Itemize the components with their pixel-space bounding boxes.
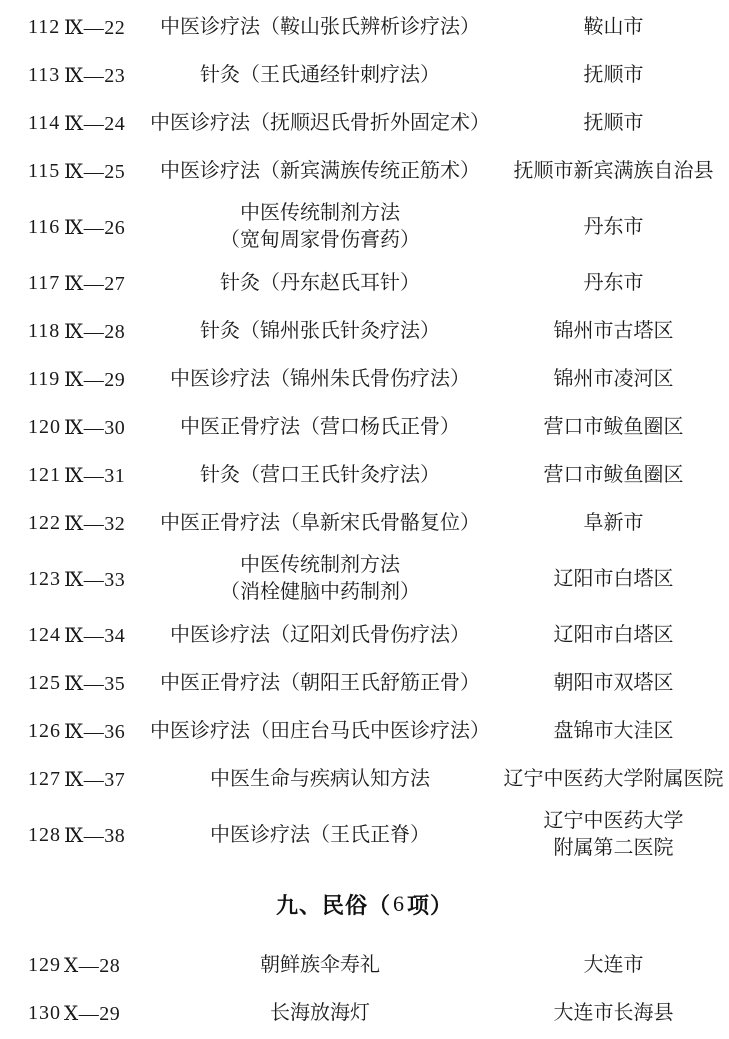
row-serial-number: 124 [28,623,61,646]
row-project-code: Ⅸ—23 [64,64,126,87]
row-project-name [142,62,498,89]
row-project-code: Ⅸ—36 [64,720,126,743]
text-line: （宽甸周家骨伤膏药） [220,229,420,251]
table-row [0,51,729,99]
row-declaring-region [498,462,729,489]
table-row [0,307,729,355]
text-line: 营口市鲅鱼圈区 [543,463,684,486]
text-line: 锦州市凌河区 [553,367,674,390]
text-line: 中医正骨疗法（朝阳王氏舒筋正骨） [160,671,480,694]
text-line: 中医诊疗法（锦州朱氏骨伤疗法） [170,367,470,390]
row-project-name [142,510,498,537]
row-project-name [142,552,498,606]
table-row [0,707,729,755]
row-project-name [142,414,498,441]
table-section [0,867,729,1037]
text-line: 辽阳市白塔区 [553,623,674,646]
table-row [0,611,729,659]
row-serial-number: 123 [28,567,61,590]
row-project-code: Ⅸ—30 [64,416,126,439]
row-serial-number: 116 [28,215,61,238]
text-line: 辽宁中医药大学附属医院 [503,767,724,790]
text-line: 丹东市 [583,271,644,294]
text-line: 长海放海灯 [270,1001,370,1024]
row-serial-number: 117 [28,271,61,294]
section-rows [0,941,729,1037]
text-line: 盘锦市大洼区 [553,719,674,742]
row-project-code: Ⅹ—28 [64,954,121,977]
row-declaring-region [498,366,729,393]
row-serial-number: 118 [28,319,61,342]
row-project-name [142,718,498,745]
row-declaring-region [498,110,729,137]
row-project-name [142,670,498,697]
row-project-name [142,462,498,489]
table-row [0,355,729,403]
table-row [0,499,729,547]
row-declaring-region [498,158,729,185]
text-line: 中医诊疗法（辽阳刘氏骨伤疗法） [170,623,470,646]
text-line: 阜新市 [583,511,644,534]
row-project-name [142,14,498,41]
text-line: （消栓健脑中药制剂） [220,581,420,603]
row-serial-number: 114 [28,111,61,134]
row-serial-number: 129 [28,953,61,976]
text-line: 附属第二医院 [553,837,674,859]
row-project-name [142,822,498,849]
row-declaring-region [498,14,729,41]
row-declaring-region [498,766,729,793]
row-project-code: Ⅸ—29 [64,368,126,391]
row-declaring-region [498,414,729,441]
row-project-code: Ⅸ—25 [64,160,126,183]
row-serial-number: 128 [28,823,61,846]
table-section [0,3,729,867]
table-row [0,755,729,803]
text-line: 中医诊疗法（新宾满族传统正筋术） [160,159,480,182]
row-declaring-region [498,1000,729,1027]
row-project-name [142,318,498,345]
text-line: 中医传统制剂方法 [240,202,400,224]
text-line: 中医正骨疗法（营口杨氏正骨） [180,415,460,438]
row-serial-number: 126 [28,719,61,742]
row-serial-number: 112 [28,15,61,38]
section-title-suffix: 项） [407,892,454,918]
row-serial-number: 119 [28,367,61,390]
table-row [0,3,729,51]
text-line: 抚顺市 [583,63,644,86]
table-row [0,99,729,147]
row-project-name [142,158,498,185]
row-project-name [142,952,498,979]
row-project-name [142,766,498,793]
row-declaring-region [498,62,729,89]
row-declaring-region [498,270,729,297]
text-line: 朝阳市双塔区 [553,671,674,694]
row-declaring-region [498,214,729,241]
text-line: 朝鲜族伞寿礼 [260,953,380,976]
row-project-code: Ⅸ—27 [64,272,126,295]
row-project-code: Ⅸ—34 [64,624,126,647]
row-project-code: Ⅸ—24 [64,112,126,135]
text-line: 鞍山市 [583,15,644,38]
text-line: 抚顺市 [583,111,644,134]
text-line: 大连市 [583,953,644,976]
row-project-code: Ⅸ—37 [64,768,126,791]
table-row [0,547,729,611]
row-project-name [142,1000,498,1027]
text-line: 针灸（丹东赵氏耳针） [220,271,420,294]
text-line: 针灸（锦州张氏针灸疗法） [200,319,440,342]
row-project-name [142,366,498,393]
row-project-name [142,622,498,649]
text-line: 辽宁中医药大学 [543,810,684,832]
row-declaring-region [498,670,729,697]
row-serial-number: 122 [28,511,61,534]
row-project-name [142,110,498,137]
row-project-code: Ⅸ—28 [64,320,126,343]
row-project-code: Ⅸ—32 [64,512,126,535]
text-line: 中医正骨疗法（阜新宋氏骨骼复位） [160,511,480,534]
text-line: 针灸（王氏通经针刺疗法） [200,63,440,86]
row-declaring-region [498,510,729,537]
text-line: 辽阳市白塔区 [553,567,674,590]
table-row [0,803,729,867]
row-serial-number: 125 [28,671,61,694]
row-declaring-region [498,622,729,649]
text-line: 针灸（营口王氏针灸疗法） [200,463,440,486]
row-project-code: Ⅸ—33 [64,568,126,591]
table-row [0,403,729,451]
text-line: 中医诊疗法（田庄台马氏中医诊疗法） [150,719,490,742]
section-rows [0,3,729,867]
row-declaring-region [498,318,729,345]
row-project-code: Ⅹ—29 [64,1002,121,1025]
row-declaring-region [498,808,729,862]
row-declaring-region [498,718,729,745]
text-line: 大连市长海县 [553,1001,674,1024]
row-serial-number: 115 [28,159,61,182]
row-project-code: Ⅸ—26 [64,216,126,239]
row-serial-number: 120 [28,415,61,438]
text-line: 中医诊疗法（鞍山张氏辨析诊疗法） [160,15,480,38]
text-line: 中医传统制剂方法 [240,554,400,576]
text-line: 中医生命与疾病认知方法 [210,767,430,790]
row-project-code: Ⅸ—31 [64,464,126,487]
text-line: 营口市鲅鱼圈区 [543,415,684,438]
text-line: 丹东市 [583,215,644,238]
table-row [0,989,729,1037]
text-line: 锦州市古塔区 [553,319,674,342]
row-serial-number: 113 [28,63,61,86]
table-row [0,451,729,499]
section-header [0,867,729,941]
row-project-code: Ⅸ—22 [64,16,126,39]
section-item-count: 6 [393,891,405,916]
row-project-name [142,270,498,297]
row-serial-number: 130 [28,1001,61,1024]
text-line: 抚顺市新宾满族自治县 [513,159,714,182]
row-project-code: Ⅸ—38 [64,824,126,847]
row-declaring-region [498,952,729,979]
row-serial-number: 127 [28,767,61,790]
row-project-code: Ⅸ—35 [64,672,126,695]
section-title: 九、民俗（ [275,892,391,918]
text-line: 中医诊疗法（抚顺迟氏骨折外固定术） [150,111,490,134]
row-serial-number: 121 [28,463,61,486]
table-row [0,941,729,989]
heritage-table [0,3,729,1037]
row-project-name [142,200,498,254]
table-row [0,659,729,707]
row-declaring-region [498,566,729,593]
table-row [0,259,729,307]
text-line: 中医诊疗法（王氏正脊） [210,823,430,846]
table-row [0,147,729,195]
table-row [0,195,729,259]
